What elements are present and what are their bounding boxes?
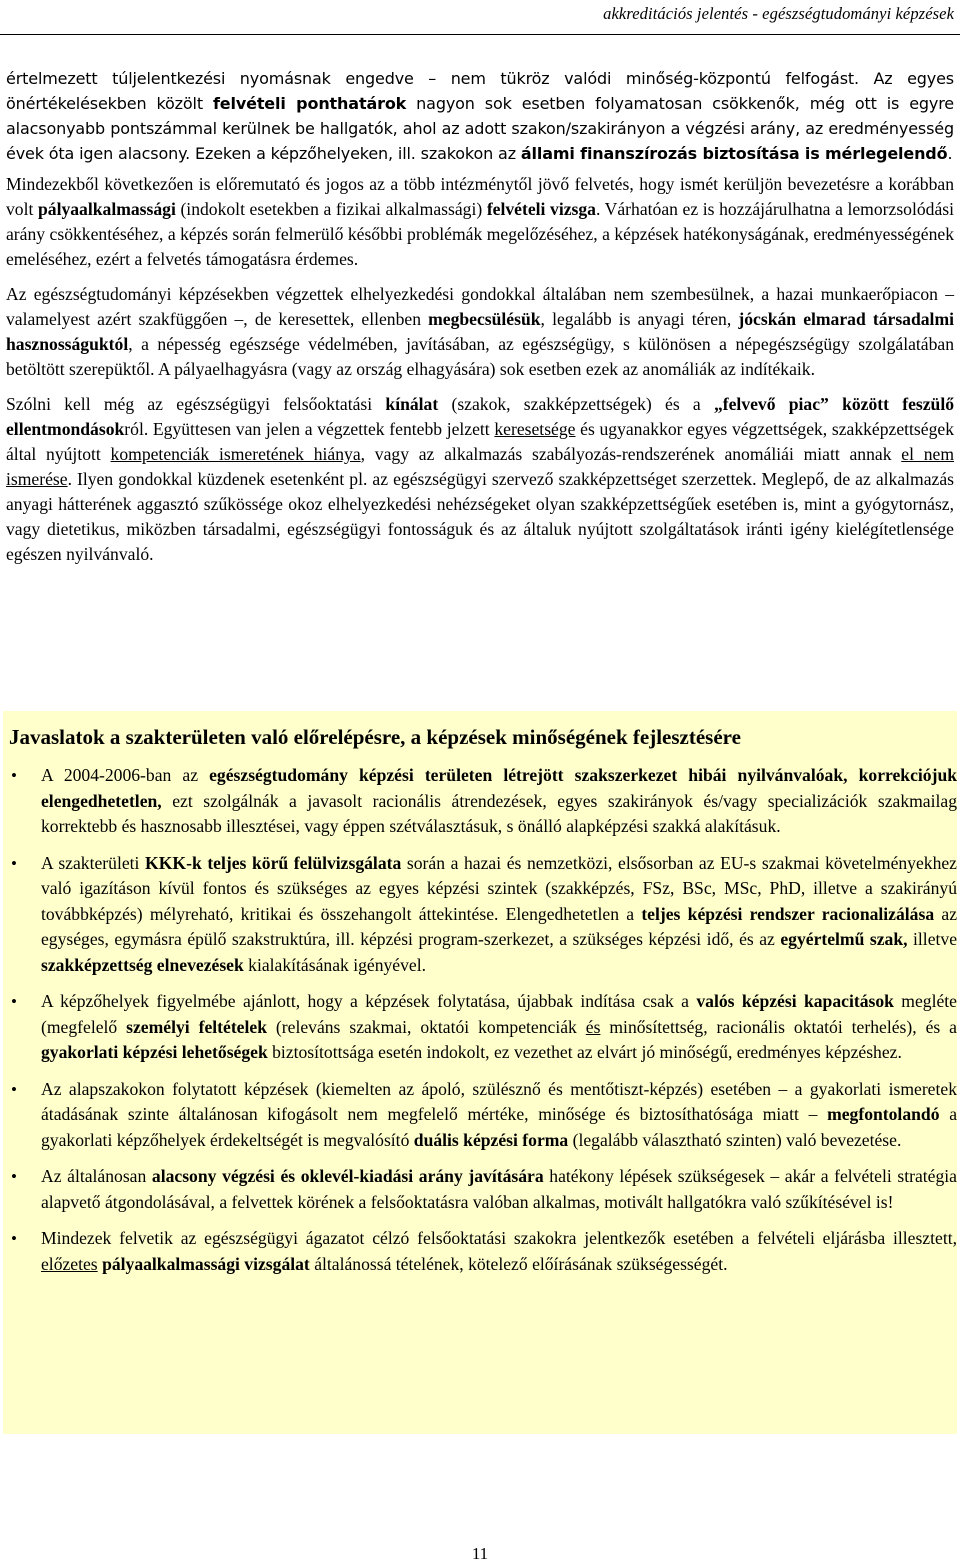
bullet-icon: •	[11, 1079, 17, 1099]
list-item: • Mindezek felvetik az egészségügyi ágazatot célzó felsőoktatási szakokra jelentkezők esetében a felvételi eljárásba illesztett, előzetes pályaalkalmassági vizsgálat általánossá tételének, kötelező előírásának szükségességét.	[11, 1228, 957, 1274]
list-item: • A szakterületi KKK-k teljes körű felülvizsgálata során a hazai és nemzetközi, elsősorban az EU-s szakmai követelményekhez való igazításon kívül fontos és szükséges az egyes képzési szintek (szakképzés, FSz, BSc, MSc, PhD, illetve a szakirányú továbbképzés) mélyreható, kritikai és összehangolt áttekintése. Elengedhetetlen a teljes képzési rendszer racionalizálása az egységes, egymásra épülő szakstruktúra, ill. képzési program-szerkezet, a szükséges képzési idő, és az egyértelmű szak, illetve szakképzettség elnevezések kialakításának igényével.	[11, 852, 958, 975]
bullet-icon: •	[11, 766, 17, 785]
bullet-icon: •	[11, 1229, 17, 1248]
running-header: akkreditációs jelentés - egészségtudományi képzések	[603, 4, 954, 23]
list-item: • A 2004-2006-ban az egészségtudomány képzési területen létrejött szakszerkezet hibái nyilvánvalóak, korrekciójuk elengedhetetlen, ezt szolgálnák a javasolt racionális átrendezések, egyes szakirányok és/vagy specializációk szakmailag korrektebb és hasznosabb illesztései, vagy éppen szétválasztásuk, s önálló alapképzési szakká alakításuk.	[11, 765, 958, 836]
list-item: • Az általánosan alacsony végzési és oklevél-kiadási arány javítására hatékony lépések szükségesek – akár a felvételi stratégia alapvető átgondolásával, a felvettek körének a felsőoktatásra valóban alkalmas, motivált hallgatókra való szűkítésével is!	[11, 1166, 957, 1212]
page-number: 11	[471, 1544, 489, 1563]
list-item: • Az alapszakokon folytatott képzések (kiemelten az ápoló, szülésznő és mentőtiszt-képzés) esetében – a gyakorlati ismeretek átadásának szinte általánosan kifogásolt nem megfelelő mértéke, minősége és biztosíthatósága miatt – megfontolandó a gyakorlati képzőhelyek érdekeltségét is megvalósító duális képzési forma (legalább választható szinten) való bevezetése.	[11, 1078, 957, 1150]
paragraph-3: Az egészségtudományi képzésekben végzettek elhelyezkedési gondokkal általában nem szembesülnek, a hazai munkaerőpiacon – valamelyest azért szakfüggően –, de keresettek, ellenben megbecsülésük, legalább is anyagi téren, jócskán elmarad társadalmi hasznosságuktól, a népesség egészsége védelmében, javításában, az egészségügy, s különösen a népegészségügy szolgálatában betöltött szerepüktől. A pályaelhagyásra (vagy az ország elhagyására) sok esetben ezek az anomáliák az indítékaik.	[6, 284, 954, 379]
paragraph-4: Szólni kell még az egészségügyi felsőoktatási kínálat (szakok, szakképzettségek) és a „felvevő piac” között feszülő ellentmondásokról. Együttesen van jelen a végzettek fentebb jelzett keresetsége és ugyanakkor egyes végzettségek, szakképzettségek által nyújtott kompetenciák ismeretének hiánya, vagy az alkalmazás szabályozás-rendszerének anomáliái miatt annak el nem ismerése. Ilyen gondokkal küzdenek esetenként pl. az egészségügyi szervező szakképzettséget szerzettek. Meglepő, de az alkalmazás anyagi hátterének aggasztó szűkössége okoz elhelyezkedési nehézségeket olyan szakképzettségűek esetében is, mint a gyógytornász, vagy dietetikus, miközben társadalmi, egészségügyi fontosságuk és az általuk nyújtott szolgáltatások iránti igény kielégítetlensége egészen nyilvánvaló.	[6, 394, 955, 564]
bullet-icon: •	[11, 853, 17, 873]
paragraph-1: értelmezett túljelentkezési nyomásnak engedve – nem tükröz valódi minőség-központú felfogást. Az egyes önértékelésekben közölt felvételi ponthatárok nagyon sok esetben folyamatosan csökkenők, még ott is egyre alacsonyabb pontszámmal kerülnek be hallgatók, ahol az adott szakon/szakirányon a végzési arány, az eredményesség évek óta igen alacsony. Ezeken a képzőhelyeken, ill. szakokon az állami finanszírozás biztosítása is mérlegelendő.	[6, 69, 954, 163]
list-item: • A képzőhelyek figyelmébe ajánlott, hogy a képzések folytatása, újabbak indítása csak a valós képzési kapacitások megléte (megfelelő személyi feltételek (releváns szakmai, oktatói kompetenciák és minősítettség, racionális oktatói terhelés), és a gyakorlati képzési lehetőségek biztosítottsága esetén indokolt, ez vezethet az elvárt jó minőségű, eredményes képzéshez.	[11, 991, 957, 1062]
recommendations-heading: Javaslatok a szakterületen való előrelépésre, a képzések minőségének fejlesztésére	[9, 725, 741, 749]
document-body	[6, 66, 954, 577]
paragraph-2: Mindezekből következően is előremutató és jogos az a több intézménytől jövő felvetés, hogy ismét kerüljön bevezetésre a korábban volt pályaalkalmassági (indokolt esetekben a fizikai alkalmassági) felvételi vizsga. Várhatóan ez is hozzájárulhatna a lemorzsolódási arány csökkentéséhez, a képzés során felmerülő későbbi problémák megelőzéséhez, a képzések hatékonyságának, eredményességének emeléséhez, ezért a felvetés támogatásra érdemes.	[6, 174, 954, 269]
header-rule	[0, 34, 960, 35]
bullet-icon: •	[11, 1167, 17, 1186]
recommendations-box	[3, 711, 957, 1434]
recommendations-list	[3, 763, 957, 1288]
bullet-icon: •	[11, 992, 17, 1011]
